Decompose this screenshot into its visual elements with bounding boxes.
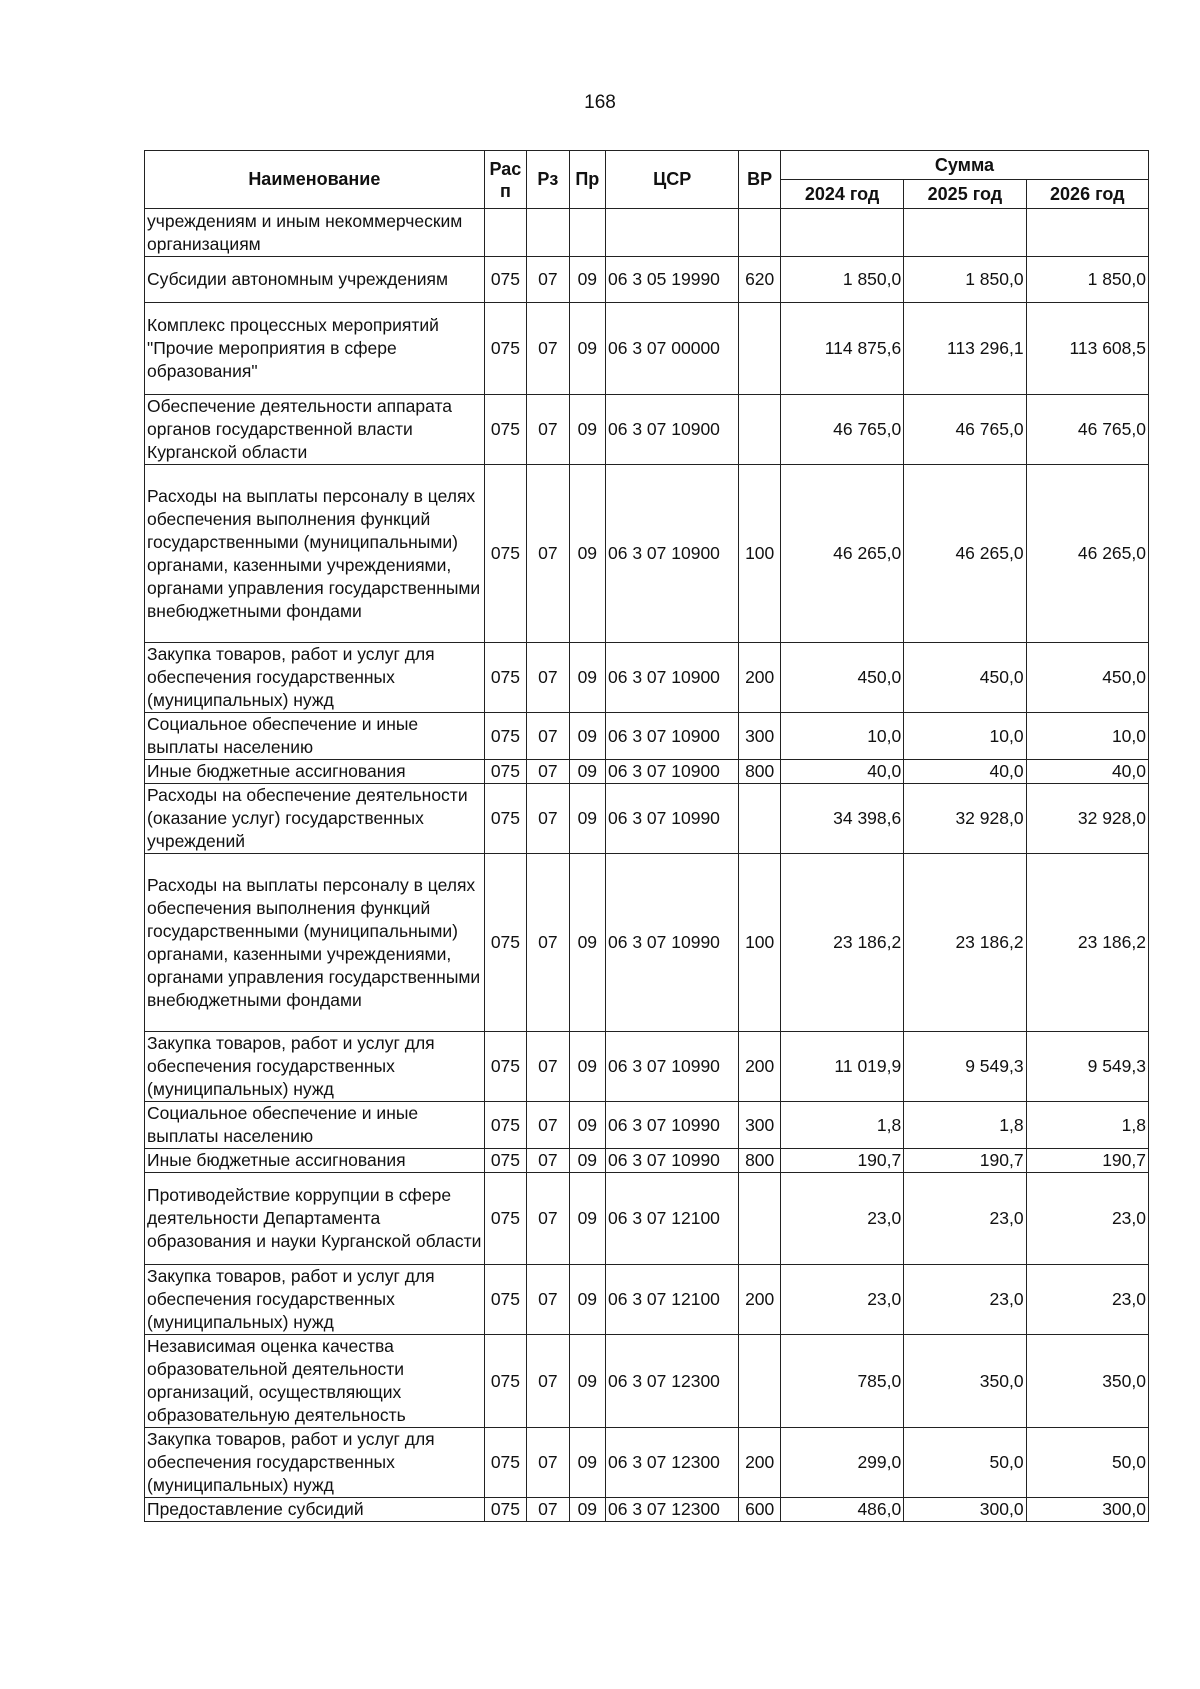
cell-vr: 200: [739, 1265, 780, 1335]
cell-2025: 46 765,0: [904, 395, 1026, 465]
cell-name: Закупка товаров, работ и услуг для обеспечения государственных (муниципальных) нужд: [145, 643, 485, 713]
cell-2024: 450,0: [780, 643, 903, 713]
cell-2026: 10,0: [1026, 713, 1148, 760]
cell-2026: [1026, 209, 1148, 257]
cell-2024: 1,8: [780, 1102, 903, 1149]
cell-pr: 09: [569, 784, 605, 854]
cell-rz: 07: [527, 1102, 569, 1149]
cell-name: Предоставление субсидий: [145, 1498, 485, 1522]
cell-rz: 07: [527, 1428, 569, 1498]
cell-csr: 06 3 07 00000: [606, 303, 739, 395]
table-row: [145, 395, 1149, 465]
col-header-2026: 2026 год: [1026, 180, 1148, 209]
cell-2026: 23,0: [1026, 1265, 1148, 1335]
cell-rz: 07: [527, 257, 569, 303]
cell-name: Противодействие коррупции в сфере деятельности Департамента образования и науки Курганской области: [145, 1173, 485, 1265]
cell-pr: [569, 209, 605, 257]
cell-2024: 785,0: [780, 1335, 903, 1428]
col-header-csr: ЦСР: [606, 151, 739, 209]
cell-rasp: 075: [484, 1173, 526, 1265]
cell-2025: 350,0: [904, 1335, 1026, 1428]
cell-2024: 34 398,6: [780, 784, 903, 854]
cell-name: Закупка товаров, работ и услуг для обеспечения государственных (муниципальных) нужд: [145, 1265, 485, 1335]
cell-rasp: 075: [484, 1265, 526, 1335]
cell-2026: 1,8: [1026, 1102, 1148, 1149]
cell-csr: 06 3 07 10900: [606, 643, 739, 713]
cell-2025: 32 928,0: [904, 784, 1026, 854]
cell-rasp: 075: [484, 303, 526, 395]
col-header-name: Наименование: [145, 151, 485, 209]
cell-rz: 07: [527, 854, 569, 1032]
cell-csr: 06 3 07 12300: [606, 1428, 739, 1498]
cell-pr: 09: [569, 1102, 605, 1149]
table-row: [145, 784, 1149, 854]
page-number: 168: [584, 92, 616, 113]
cell-2026: 9 549,3: [1026, 1032, 1148, 1102]
cell-csr: 06 3 07 10900: [606, 395, 739, 465]
cell-rz: 07: [527, 1335, 569, 1428]
cell-csr: 06 3 07 10990: [606, 784, 739, 854]
cell-rasp: 075: [484, 395, 526, 465]
cell-vr: [739, 395, 780, 465]
col-header-rasp: Рас п: [484, 151, 526, 209]
cell-vr: [739, 784, 780, 854]
table-row: [145, 713, 1149, 760]
cell-name: Иные бюджетные ассигнования: [145, 1149, 485, 1173]
cell-vr: [739, 303, 780, 395]
table-row: [145, 209, 1149, 257]
cell-rz: 07: [527, 465, 569, 643]
cell-vr: 200: [739, 1032, 780, 1102]
cell-pr: 09: [569, 643, 605, 713]
table-row: [145, 1335, 1149, 1428]
cell-2024: 46 265,0: [780, 465, 903, 643]
cell-csr: [606, 209, 739, 257]
cell-2026: 113 608,5: [1026, 303, 1148, 395]
cell-name: Независимая оценка качества образовательной деятельности организаций, осуществляющих образовательную деятельность: [145, 1335, 485, 1428]
table-row: [145, 643, 1149, 713]
cell-rasp: 075: [484, 1428, 526, 1498]
cell-rz: 07: [527, 643, 569, 713]
cell-rz: 07: [527, 1173, 569, 1265]
cell-rasp: 075: [484, 257, 526, 303]
cell-2026: 46 765,0: [1026, 395, 1148, 465]
cell-2024: 11 019,9: [780, 1032, 903, 1102]
cell-rasp: 075: [484, 465, 526, 643]
cell-vr: 620: [739, 257, 780, 303]
cell-2024: 299,0: [780, 1428, 903, 1498]
cell-2024: 114 875,6: [780, 303, 903, 395]
cell-name: Расходы на обеспечение деятельности (оказание услуг) государственных учреждений: [145, 784, 485, 854]
cell-csr: 06 3 07 10990: [606, 854, 739, 1032]
table-row: [145, 1428, 1149, 1498]
cell-pr: 09: [569, 1335, 605, 1428]
cell-2026: 450,0: [1026, 643, 1148, 713]
table-row: [145, 1173, 1149, 1265]
cell-csr: 06 3 07 10990: [606, 1032, 739, 1102]
cell-rasp: 075: [484, 784, 526, 854]
cell-rz: 07: [527, 1498, 569, 1522]
cell-vr: 100: [739, 854, 780, 1032]
table-body: [145, 209, 1149, 1522]
table-row: [145, 303, 1149, 395]
table-row: [145, 257, 1149, 303]
cell-pr: 09: [569, 465, 605, 643]
cell-2026: 23 186,2: [1026, 854, 1148, 1032]
cell-pr: 09: [569, 1498, 605, 1522]
cell-rz: 07: [527, 1149, 569, 1173]
table-row: [145, 1149, 1149, 1173]
cell-csr: 06 3 07 12300: [606, 1498, 739, 1522]
table-row: [145, 760, 1149, 784]
cell-rasp: 075: [484, 1149, 526, 1173]
col-header-vr: ВР: [739, 151, 780, 209]
cell-rasp: 075: [484, 1032, 526, 1102]
cell-pr: 09: [569, 257, 605, 303]
cell-rasp: 075: [484, 1102, 526, 1149]
cell-2024: 23 186,2: [780, 854, 903, 1032]
cell-vr: 800: [739, 760, 780, 784]
cell-csr: 06 3 07 10900: [606, 760, 739, 784]
cell-vr: 100: [739, 465, 780, 643]
cell-rz: 07: [527, 1265, 569, 1335]
cell-2025: 50,0: [904, 1428, 1026, 1498]
cell-name: Расходы на выплаты персоналу в целях обеспечения выполнения функций государственными (муниципальными) органами, казенными учреждениями, органами управления государственными внебюджетными фондами: [145, 465, 485, 643]
cell-csr: 06 3 05 19990: [606, 257, 739, 303]
cell-rz: 07: [527, 303, 569, 395]
cell-csr: 06 3 07 10990: [606, 1102, 739, 1149]
cell-rasp: 075: [484, 1335, 526, 1428]
cell-2025: 1,8: [904, 1102, 1026, 1149]
cell-2025: 9 549,3: [904, 1032, 1026, 1102]
budget-table: [144, 150, 1149, 1522]
cell-2025: 23,0: [904, 1173, 1026, 1265]
cell-rz: 07: [527, 395, 569, 465]
cell-name: Расходы на выплаты персоналу в целях обеспечения выполнения функций государственными (муниципальными) органами, казенными учреждениями, органами управления государственными внебюджетными фондами: [145, 854, 485, 1032]
cell-csr: 06 3 07 10900: [606, 465, 739, 643]
cell-2026: 40,0: [1026, 760, 1148, 784]
cell-vr: [739, 1173, 780, 1265]
cell-2025: 450,0: [904, 643, 1026, 713]
cell-rasp: 075: [484, 854, 526, 1032]
cell-pr: 09: [569, 1173, 605, 1265]
cell-2026: 1 850,0: [1026, 257, 1148, 303]
col-header-2024: 2024 год: [780, 180, 903, 209]
cell-rz: 07: [527, 784, 569, 854]
cell-csr: 06 3 07 12100: [606, 1173, 739, 1265]
cell-rz: 07: [527, 713, 569, 760]
cell-name: Обеспечение деятельности аппарата органов государственной власти Курганской области: [145, 395, 485, 465]
cell-vr: 600: [739, 1498, 780, 1522]
table-row: [145, 1265, 1149, 1335]
cell-pr: 09: [569, 1265, 605, 1335]
cell-vr: 200: [739, 643, 780, 713]
cell-vr: 300: [739, 713, 780, 760]
cell-2026: 32 928,0: [1026, 784, 1148, 854]
cell-2024: 23,0: [780, 1173, 903, 1265]
cell-2026: 300,0: [1026, 1498, 1148, 1522]
table-row: [145, 1102, 1149, 1149]
cell-rz: 07: [527, 760, 569, 784]
cell-vr: [739, 209, 780, 257]
cell-2025: 190,7: [904, 1149, 1026, 1173]
cell-csr: 06 3 07 10990: [606, 1149, 739, 1173]
cell-pr: 09: [569, 1032, 605, 1102]
cell-2024: 1 850,0: [780, 257, 903, 303]
cell-pr: 09: [569, 1149, 605, 1173]
cell-2025: 23 186,2: [904, 854, 1026, 1032]
cell-name: Закупка товаров, работ и услуг для обеспечения государственных (муниципальных) нужд: [145, 1428, 485, 1498]
col-header-pr: Пр: [569, 151, 605, 209]
cell-csr: 06 3 07 12300: [606, 1335, 739, 1428]
cell-name: Субсидии автономным учреждениям: [145, 257, 485, 303]
cell-name: Комплекс процессных мероприятий "Прочие мероприятия в сфере образования": [145, 303, 485, 395]
cell-pr: 09: [569, 713, 605, 760]
table-row: [145, 854, 1149, 1032]
cell-csr: 06 3 07 10900: [606, 713, 739, 760]
cell-rz: [527, 209, 569, 257]
cell-2024: [780, 209, 903, 257]
cell-rz: 07: [527, 1032, 569, 1102]
cell-vr: 800: [739, 1149, 780, 1173]
cell-name: Социальное обеспечение и иные выплаты населению: [145, 713, 485, 760]
cell-vr: [739, 1335, 780, 1428]
header-row-top: [145, 151, 1149, 180]
col-header-rz: Рз: [527, 151, 569, 209]
cell-2026: 50,0: [1026, 1428, 1148, 1498]
cell-pr: 09: [569, 854, 605, 1032]
col-header-2025: 2025 год: [904, 180, 1026, 209]
cell-2024: 190,7: [780, 1149, 903, 1173]
cell-rasp: [484, 209, 526, 257]
cell-vr: 200: [739, 1428, 780, 1498]
cell-2024: 40,0: [780, 760, 903, 784]
table-row: [145, 1032, 1149, 1102]
cell-rasp: 075: [484, 760, 526, 784]
cell-2025: 300,0: [904, 1498, 1026, 1522]
cell-2024: 486,0: [780, 1498, 903, 1522]
cell-rasp: 075: [484, 1498, 526, 1522]
cell-2026: 350,0: [1026, 1335, 1148, 1428]
cell-name: Закупка товаров, работ и услуг для обеспечения государственных (муниципальных) нужд: [145, 1032, 485, 1102]
cell-vr: 300: [739, 1102, 780, 1149]
cell-2025: 23,0: [904, 1265, 1026, 1335]
cell-2025: [904, 209, 1026, 257]
cell-rasp: 075: [484, 713, 526, 760]
cell-2025: 46 265,0: [904, 465, 1026, 643]
cell-2025: 10,0: [904, 713, 1026, 760]
cell-pr: 09: [569, 1428, 605, 1498]
cell-2024: 46 765,0: [780, 395, 903, 465]
table-row: [145, 465, 1149, 643]
cell-2025: 1 850,0: [904, 257, 1026, 303]
table-row: [145, 1498, 1149, 1522]
cell-pr: 09: [569, 760, 605, 784]
cell-name: учреждениям и иным некоммерческим организациям: [145, 209, 485, 257]
cell-2026: 23,0: [1026, 1173, 1148, 1265]
col-header-summa: Сумма: [780, 151, 1148, 180]
cell-name: Иные бюджетные ассигнования: [145, 760, 485, 784]
cell-2024: 10,0: [780, 713, 903, 760]
cell-2024: 23,0: [780, 1265, 903, 1335]
cell-2025: 40,0: [904, 760, 1026, 784]
cell-2025: 113 296,1: [904, 303, 1026, 395]
cell-csr: 06 3 07 12100: [606, 1265, 739, 1335]
cell-pr: 09: [569, 395, 605, 465]
cell-name: Социальное обеспечение и иные выплаты населению: [145, 1102, 485, 1149]
cell-2026: 190,7: [1026, 1149, 1148, 1173]
cell-pr: 09: [569, 303, 605, 395]
cell-2026: 46 265,0: [1026, 465, 1148, 643]
cell-rasp: 075: [484, 643, 526, 713]
